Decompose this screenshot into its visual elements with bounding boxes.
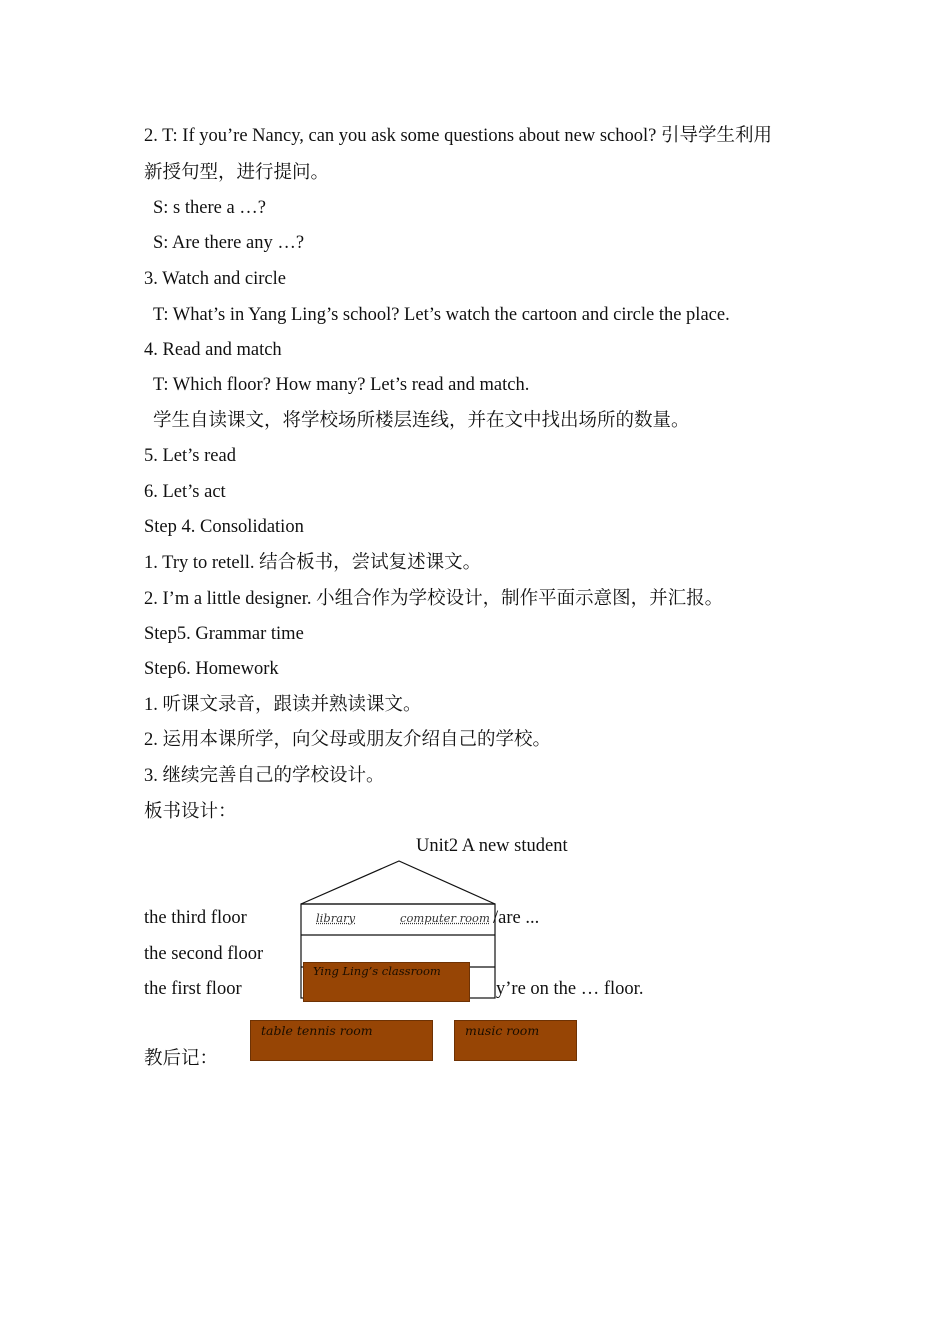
text-line: 新授句型，进行提问。 xyxy=(144,163,330,183)
text-line: 1. Try to retell. 结合板书，尝试复述课文。 xyxy=(144,553,482,573)
card-label: Ying Ling’s classroom xyxy=(313,964,441,978)
floor-label-third: the third floor xyxy=(144,908,247,928)
text-line: T: What’s in Yang Ling’s school? Let’s watch the cartoon and circle the place. xyxy=(153,305,730,325)
card-label: table tennis room xyxy=(261,1023,373,1038)
card-table-tennis-room[interactable] xyxy=(250,1020,433,1061)
text-line: 1. 听课文录音，跟读并熟读课文。 xyxy=(144,695,422,715)
sentence-pattern-are: /are ... xyxy=(493,908,540,928)
card-music-room[interactable] xyxy=(454,1020,577,1061)
board-title: Unit2 A new student xyxy=(416,836,568,856)
room-label-computer-room: computer room xyxy=(400,911,490,925)
afterword-heading: 教后记： xyxy=(144,1049,219,1069)
floor-label-second: the second floor xyxy=(144,944,264,964)
text-line: S: s there a …? xyxy=(153,198,267,218)
text-line: 2. 运用本课所学，向父母或朋友介绍自己的学校。 xyxy=(144,730,552,750)
text-line: 学生自读课文，将学校场所楼层连线，并在文中找出场所的数量。 xyxy=(153,411,690,431)
text-line: 3. Watch and circle xyxy=(144,269,286,289)
room-label-library: library xyxy=(316,911,356,925)
text-line: S: Are there any …? xyxy=(153,233,305,253)
text-line: 3. 继续完善自己的学校设计。 xyxy=(144,766,385,786)
board-design-heading: 板书设计： xyxy=(144,802,237,822)
card-label: music room xyxy=(465,1023,540,1038)
sentence-pattern-floor: y’re on the … floor. xyxy=(496,979,644,999)
text-line: T: Which floor? How many? Let’s read and match. xyxy=(153,375,530,395)
text-line: 5. Let’s read xyxy=(144,446,236,466)
floor-label-first: the first floor xyxy=(144,979,242,999)
text-line: 6. Let’s act xyxy=(144,482,226,502)
text-line: Step5. Grammar time xyxy=(144,624,304,644)
text-line: Step 4. Consolidation xyxy=(144,517,304,537)
text-line: Step6. Homework xyxy=(144,659,279,679)
card-ying-lings-classroom[interactable] xyxy=(303,962,470,1002)
text-line: 2. I’m a little designer. 小组合作为学校设计，制作平面示意图，并汇报。 xyxy=(144,589,724,609)
text-line: 2. T: If you’re Nancy, can you ask some questions about new school? 引导学生利用 xyxy=(144,126,772,146)
text-line: 4. Read and match xyxy=(144,340,282,360)
